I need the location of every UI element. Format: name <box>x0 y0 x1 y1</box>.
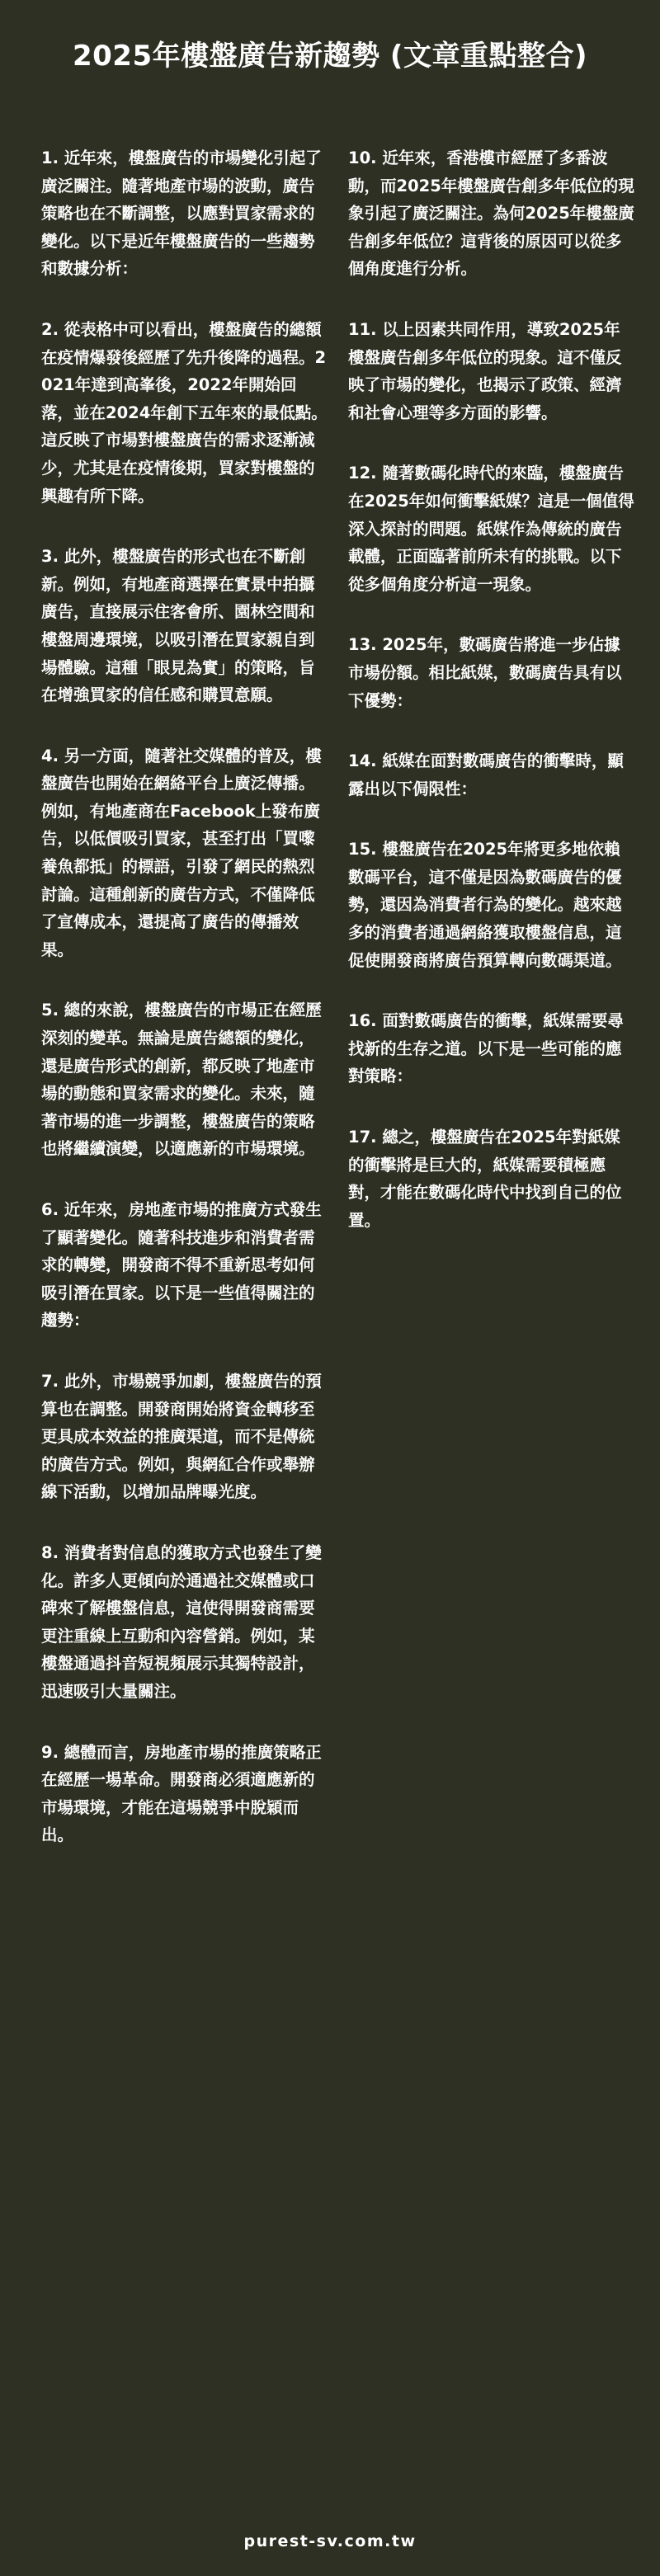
right-column <box>348 144 635 1882</box>
paragraph-15: 15. 樓盤廣告在2025年將更多地依賴數碼平台，這不僅是因為數碼廣告的優勢，還因為消費者行為的變化。越來越多的消費者通過網絡獲取樓盤信息，這促使開發商將廣告預算轉向數碼渠道。 <box>348 840 622 970</box>
paragraph-17: 17. 總之，樓盤廣告在2025年對紙媒的衝擊將是巨大的，紙媒需要積極應對，才能在數碼化時代中找到自己的位置。 <box>348 1128 622 1230</box>
paragraph-3: 3. 此外，樓盤廣告的形式也在不斷創新。例如，有地產商選擇在實景中拍攝廣告，直接展示住客會所、園林空間和樓盤周邊環境，以吸引潛在買家親自到場體驗。這種「眼見為實」的策略，旨在增強買家的信任感和購買意願。 <box>41 547 315 705</box>
paragraph-9: 9. 總體而言，房地產市場的推廣策略正在經歷一場革命。開發商必須適應新的市場環境，才能在這場競爭中脫穎而出。 <box>41 1742 322 1845</box>
left-column <box>41 144 328 1882</box>
footer-domain: purest-sv.com.tw <box>243 2532 417 2550</box>
paragraph-16: 16. 面對數碼廣告的衝擊，紙媒需要尋找新的生存之道。以下是一些可能的應對策略： <box>348 1011 624 1086</box>
paragraph-11: 11. 以上因素共同作用，導致2025年樓盤廣告創多年低位的現象。這不僅反映了市場的變化，也揭示了政策、經濟和社會心理等多方面的影響。 <box>348 319 622 422</box>
paragraph-2: 2. 從表格中可以看出，樓盤廣告的總額在疫情爆發後經歷了先升後降的過程。2021年達到高峯後，2022年開始回落，並在2024年創下五年來的最低點。這反映了市場對樓盤廣告的需求逐漸減少，尤其是在疫情後期，買家對樓盤的興趣有所下降。 <box>41 319 328 506</box>
paragraph-13: 13. 2025年，數碼廣告將進一步佔據市場份額。相比紙媒，數碼廣告具有以下優勢： <box>348 635 622 710</box>
paragraph-4: 4. 另一方面，隨著社交媒體的普及，樓盤廣告也開始在網絡平台上廣泛傳播。例如，有地產商在Facebook上發布廣告，以低價吸引買家，甚至打出「買嚟養魚都抵」的標語，引發了網民的熱烈討論。這種創新的廣告方式，不僅降低了宣傳成本，還提高了廣告的傳播效果。 <box>41 746 322 959</box>
paragraph-7: 7. 此外，市場競爭加劇，樓盤廣告的預算也在調整。開發商開始將資金轉移至更具成本效益的推廣渠道，而不是傳統的廣告方式。例如，與網紅合作或舉辦線下活動，以增加品牌曝光度。 <box>41 1371 322 1502</box>
paragraph-6: 6. 近年來，房地產市場的推廣方式發生了顯著變化。隨著科技進步和消費者需求的轉變，開發商不得不重新思考如何吸引潛在買家。以下是一些值得關注的趨勢： <box>41 1200 322 1330</box>
paragraph-8: 8. 消費者對信息的獲取方式也發生了變化。許多人更傾向於通過社交媒體或口碑來了解樓盤信息，這使得開發商需要更注重線上互動和內容營銷。例如，某樓盤通過抖音短視頻展示其獨特設計，迅速吸引大量關注。 <box>41 1542 322 1701</box>
paragraph-14: 14. 紙媒在面對數碼廣告的衝擊時，顯露出以下侷限性： <box>348 751 624 798</box>
paragraph-5: 5. 總的來說，樓盤廣告的市場正在經歷深刻的變革。無論是廣告總額的變化，還是廣告形式的創新，都反映了地產市場的動態和買家需求的變化。未來，隨著市場的進一步調整，樓盤廣告的策略也將繼續演變，以適應新的市場環境。 <box>41 1001 322 1159</box>
article-columns <box>41 144 635 1882</box>
paragraph-1: 1. 近年來，樓盤廣告的市場變化引起了廣泛關注。隨著地產市場的波動，廣告策略也在不斷調整，以應對買家需求的變化。以下是近年樓盤廣告的一些趨勢和數據分析： <box>41 148 322 279</box>
page-title: 2025年樓盤廣告新趨勢 (文章重點整合) <box>72 40 588 73</box>
paragraph-10: 10. 近年來，香港樓市經歷了多番波動，而2025年樓盤廣告創多年低位的現象引起了廣泛關注。為何2025年樓盤廣告創多年低位？這背後的原因可以從多個角度進行分析。 <box>348 148 634 279</box>
paragraph-12: 12. 隨著數碼化時代的來臨，樓盤廣告在2025年如何衝擊紙媒？這是一個值得深入探討的問題。紙媒作為傳統的廣告載體，正面臨著前所未有的挑戰。以下從多個角度分析這一現象。 <box>348 464 634 594</box>
